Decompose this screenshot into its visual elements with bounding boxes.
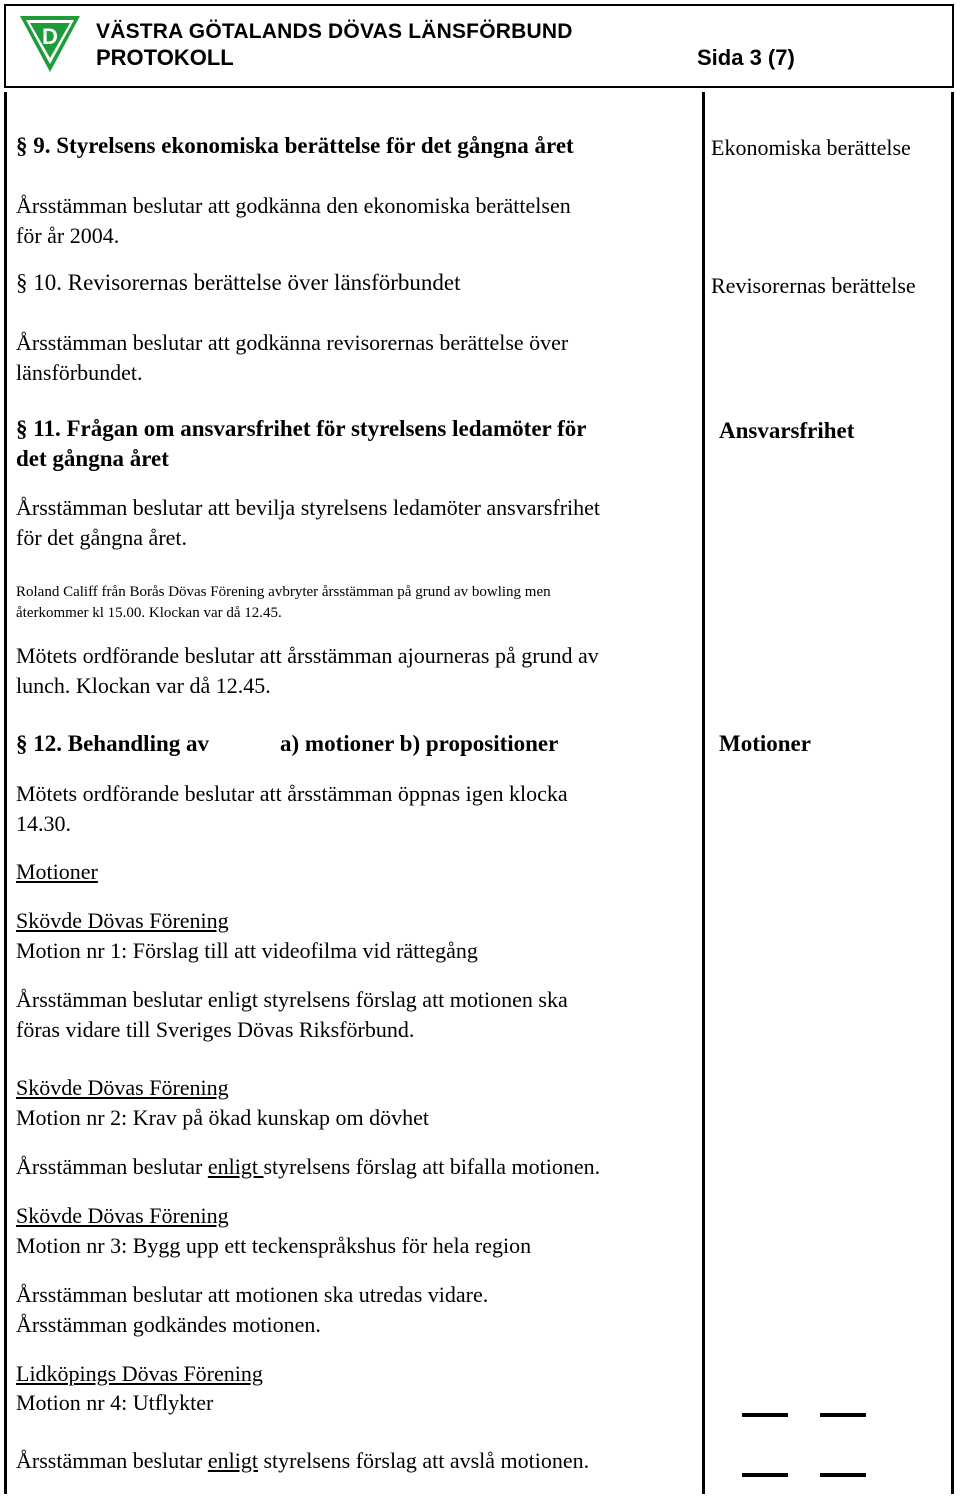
section-11-note-1: Roland Califf från Borås Dövas Förening avbryter årsstämman på grund av bowling men xyxy=(16,584,551,600)
document-type: PROTOKOLL xyxy=(96,45,234,70)
section-10-text-2: länsförbundet. xyxy=(16,360,143,385)
section-11-text-1: Årsstämman beslutar att bevilja styrelsens ledamöter ansvarsfrihet xyxy=(16,495,601,520)
column-divider xyxy=(702,92,705,1494)
section-11-heading-2: det gångna året xyxy=(16,446,169,471)
section-9-text-1: Årsstämman beslutar att godkänna den ekonomiska berättelsen xyxy=(16,193,571,218)
motion-4-decision-a: Årsstämman beslutar xyxy=(16,1448,208,1473)
page-number: Sida 3 (7) xyxy=(697,45,795,70)
side-note-revisorernas: Revisorernas berättelse xyxy=(711,273,916,298)
motion-4-title: Motion nr 4: Utflykter xyxy=(16,1390,214,1415)
motion-2-decision-c: styrelsens förslag att bifalla motionen. xyxy=(263,1154,601,1179)
organization-name: VÄSTRA GÖTALANDS DÖVAS LÄNSFÖRBUND xyxy=(96,20,573,43)
motion-1-title: Motion nr 1: Förslag till att videofilma vid rättegång xyxy=(16,938,478,963)
margin-dash xyxy=(742,1413,788,1417)
section-11-note-2: återkommer kl 15.00. Klockan var då 12.45. xyxy=(16,605,282,621)
motioner-label: Motioner xyxy=(16,859,98,884)
left-border xyxy=(4,92,7,1494)
side-note-ekonomiska: Ekonomiska berättelse xyxy=(711,135,911,160)
motion-4-organization: Lidköpings Dövas Förening xyxy=(16,1361,263,1386)
side-note-ansvarsfrihet: Ansvarsfrihet xyxy=(719,418,855,443)
motion-3-decision-2: Årsstämman godkändes motionen. xyxy=(16,1312,321,1337)
section-11-lunch-1: Mötets ordförande beslutar att årsstämman ajourneras på grund av xyxy=(16,643,599,668)
margin-dash xyxy=(820,1413,866,1417)
motion-2-organization: Skövde Dövas Förening xyxy=(16,1075,229,1100)
motion-3-decision-1: Årsstämman beslutar att motionen ska utredas vidare. xyxy=(16,1282,489,1307)
section-12-reopen-2: 14.30. xyxy=(16,811,71,836)
margin-dash xyxy=(820,1473,866,1477)
logo-letter: D xyxy=(42,24,58,49)
section-12-heading-a: § 12. Behandling av xyxy=(16,731,209,756)
section-11-heading-1: § 11. Frågan om ansvarsfrihet för styrelsens ledamöter för xyxy=(16,416,587,441)
section-9-text-2: för år 2004. xyxy=(16,223,120,248)
section-10-heading: § 10. Revisorernas berättelse över länsförbundet xyxy=(16,270,461,295)
motion-1-decision-1: Årsstämman beslutar enligt styrelsens förslag att motionen ska xyxy=(16,987,568,1012)
section-10-text-1: Årsstämman beslutar att godkänna revisorernas berättelse över xyxy=(16,330,569,355)
side-note-motioner: Motioner xyxy=(719,731,811,756)
motion-4-decision-underlined: enligt xyxy=(207,1448,258,1473)
section-12-reopen-1: Mötets ordförande beslutar att årsstämman öppnas igen klocka xyxy=(16,781,568,806)
motion-2-decision xyxy=(16,1152,600,1182)
section-11-text-2: för det gångna året. xyxy=(16,525,188,550)
motion-1-organization: Skövde Dövas Förening xyxy=(16,908,229,933)
motion-4-decision-c: styrelsens förslag att avslå motionen. xyxy=(257,1448,590,1473)
section-11-lunch-2: lunch. Klockan var då 12.45. xyxy=(16,673,271,698)
motion-1-decision-2: föras vidare till Sveriges Dövas Riksförbund. xyxy=(16,1017,415,1042)
motion-2-decision-underlined: enligt xyxy=(207,1154,264,1179)
section-12-heading-b: a) motioner b) propositioner xyxy=(280,731,559,756)
motion-4-decision xyxy=(16,1446,589,1476)
motion-3-title: Motion nr 3: Bygg upp ett teckenspråkshus för hela region xyxy=(16,1233,532,1258)
motion-2-title: Motion nr 2: Krav på ökad kunskap om dövhet xyxy=(16,1105,430,1130)
right-border xyxy=(951,92,954,1494)
motion-3-organization: Skövde Dövas Förening xyxy=(16,1203,229,1228)
motion-2-decision-a: Årsstämman beslutar xyxy=(16,1154,208,1179)
margin-dash xyxy=(742,1473,788,1477)
section-9-heading: § 9. Styrelsens ekonomiska berättelse för det gångna året xyxy=(16,133,574,158)
organization-logo xyxy=(16,10,84,74)
